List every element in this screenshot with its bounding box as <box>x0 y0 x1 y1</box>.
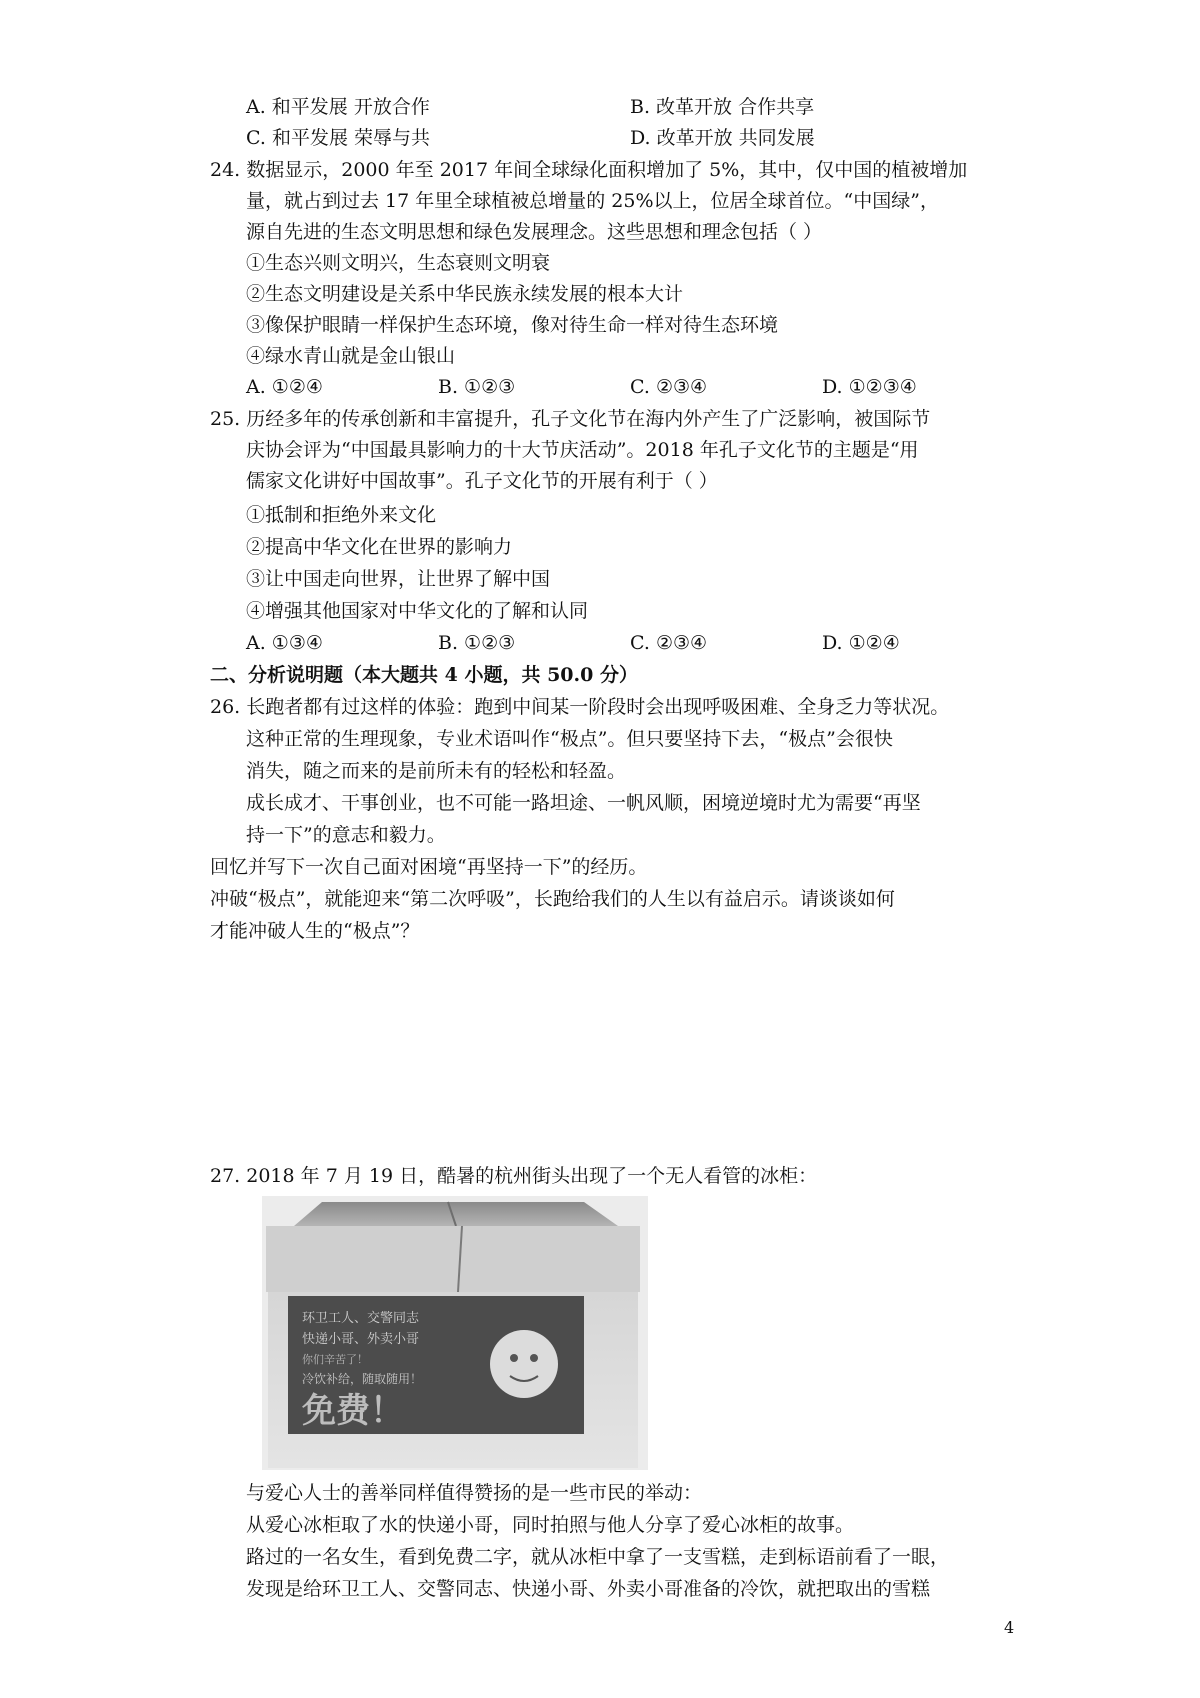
q23-option-c: C. 和平发展 荣辱与共 <box>246 127 430 149</box>
q25-options <box>246 630 1046 656</box>
q25-option-a: A. ①③④ <box>246 632 323 654</box>
page-number: 4 <box>1004 1618 1015 1637</box>
q23-options-row-2 <box>246 125 1046 151</box>
q25-item: ④增强其他国家对中华文化的了解和认同 <box>246 600 589 622</box>
q23-option-a: A. 和平发展 开放合作 <box>246 96 430 118</box>
q24-stem-line: 源自先进的生态文明思想和绿色发展理念。这些思想和理念包括（ ） <box>246 221 823 243</box>
ice-cooler-photo <box>262 1196 648 1470</box>
q27-line: 与爱心人士的善举同样值得赞扬的是一些市民的举动： <box>246 1482 703 1504</box>
q25-stem-line: 儒家文化讲好中国故事”。孔子文化节的开展有利于（ ） <box>246 470 718 492</box>
q26-line: 消失，随之而来的是前所未有的轻松和轻盈。 <box>246 760 627 782</box>
q24-item: ④绿水青山就是金山银山 <box>246 345 456 367</box>
q27-intro: 27. 2018 年 7 月 19 日，酷暑的杭州街头出现了一个无人看管的冰柜： <box>210 1165 818 1187</box>
q25-item: ③让中国走向世界，让世界了解中国 <box>246 568 551 590</box>
sign-line-2: 快递小哥、外卖小哥 <box>302 1331 420 1346</box>
q24-options <box>246 374 1046 400</box>
q24-stem-line: 24. 数据显示，2000 年至 2017 年间全球绿化面积增加了 5%，其中，仅中国的植被增加 <box>210 159 968 181</box>
q24-option-d: D. ①②③④ <box>822 376 917 398</box>
q24-item: ①生态兴则文明兴，生态衰则文明衰 <box>246 252 551 274</box>
q27-line: 路过的一名女生，看到免费二字，就从冰柜中拿了一支雪糕，走到标语前看了一眼， <box>246 1546 950 1568</box>
q25-stem-line: 25. 历经多年的传承创新和丰富提升，孔子文化节在海内外产生了广泛影响，被国际节 <box>210 408 931 430</box>
sign-mascot-icon <box>490 1330 558 1398</box>
q23-options-row-1 <box>246 94 1046 120</box>
q25-option-d: D. ①②④ <box>822 632 900 654</box>
q23-option-d: D. 改革开放 共同发展 <box>630 127 815 149</box>
q26-line: 这种正常的生理现象，专业术语叫作“极点”。但只要坚持下去，“极点”会很快 <box>246 728 893 750</box>
q26-line: 26. 长跑者都有过这样的体验：跑到中间某一阶段时会出现呼吸困难、全身乏力等状况。 <box>210 696 950 718</box>
cooler-top <box>266 1226 640 1292</box>
q24-item: ③像保护眼睛一样保护生态环境，像对待生命一样对待生态环境 <box>246 314 779 336</box>
q26-prompt: 才能冲破人生的“极点”？ <box>210 920 420 942</box>
cooler-lid <box>294 1202 618 1226</box>
q26-line: 持一下”的意志和毅力。 <box>246 824 446 846</box>
sign-line-4: 冷饮补给，随取随用！ <box>302 1372 423 1386</box>
sign-free: 免费！ <box>302 1392 404 1430</box>
q25-stem-line: 庆协会评为“中国最具影响力的十大节庆活动”。2018 年孔子文化节的主题是“用 <box>246 439 919 461</box>
q25-option-c: C. ②③④ <box>630 632 708 654</box>
q24-option-a: A. ①②④ <box>246 376 323 398</box>
q25-item: ①抵制和拒绝外来文化 <box>246 504 437 526</box>
q26-line: 成长成才、干事创业，也不可能一路坦途、一帆风顺，困境逆境时尤为需要“再坚 <box>246 792 921 814</box>
q25-option-b: B. ①②③ <box>438 632 516 654</box>
q24-item: ②生态文明建设是关系中华民族永续发展的根本大计 <box>246 283 684 305</box>
section-heading: 二、分析说明题（本大题共 4 小题，共 50.0 分） <box>210 664 638 686</box>
q27-line: 从爱心冰柜取了水的快递小哥，同时拍照与他人分享了爱心冰柜的故事。 <box>246 1514 855 1536</box>
sign-line-1: 环卫工人、交警同志 <box>302 1310 420 1325</box>
q27-line: 发现是给环卫工人、交警同志、快递小哥、外卖小哥准备的冷饮，就把取出的雪糕 <box>246 1578 931 1600</box>
sign-line-3: 你们辛苦了！ <box>302 1354 368 1366</box>
q25-item: ②提高中华文化在世界的影响力 <box>246 536 513 558</box>
q24-stem-line: 量，就占到过去 17 年里全球植被总增量的 25%以上，位居全球首位。“中国绿”， <box>246 190 939 212</box>
q26-prompt: 冲破“极点”，就能迎来“第二次呼吸”，长跑给我们的人生以有益启示。请谈谈如何 <box>210 888 895 910</box>
q24-option-b: B. ①②③ <box>438 376 516 398</box>
q24-option-c: C. ②③④ <box>630 376 708 398</box>
q23-option-b: B. 改革开放 合作共享 <box>630 96 815 118</box>
q26-prompt: 回忆并写下一次自己面对困境“再坚持一下”的经历。 <box>210 856 648 878</box>
